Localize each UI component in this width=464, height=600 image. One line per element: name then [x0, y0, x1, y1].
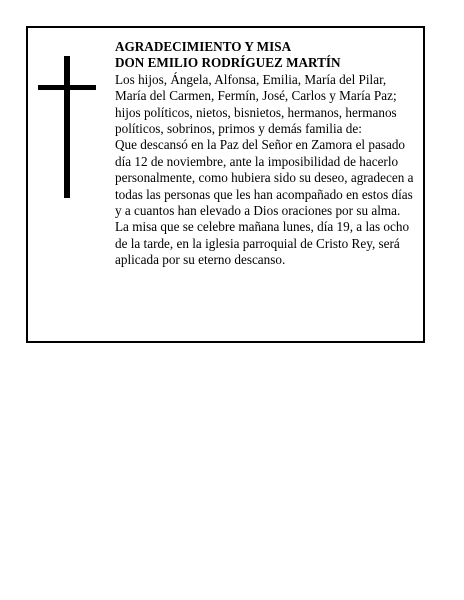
cross-horizontal-bar	[38, 85, 96, 90]
thanks-paragraph: Que descansó en la Paz del Señor en Zamora el pasado día 12 de noviembre, ante la imposibilidad de hacerlo personalmente, como hubiera sido su deseo, agradecen a todas las personas que les han acompañado en estos días y a cuantos han elevado a Dios oraciones por su alma.	[115, 137, 414, 219]
obituary-notice	[26, 26, 425, 343]
notice-heading-name: DON EMILIO RODRÍGUEZ MARTÍN	[115, 55, 341, 71]
cross-vertical-bar	[64, 56, 70, 198]
family-paragraph: Los hijos, Ángela, Alfonsa, Emilia, María del Pilar, María del Carmen, Fermín, José, Carlos y María Paz; hijos políticos, nietos, bisnietos, hermanos, hermanos políticos, sobrinos, primos y demás familia de:	[115, 71, 397, 137]
mass-paragraph: La misa que se celebre mañana lunes, día 19, a las ocho de la tarde, en la iglesia parroquial de Cristo Rey, será aplicada por su eterno descanso.	[115, 219, 410, 268]
notice-heading-title: AGRADECIMIENTO Y MISA	[115, 39, 292, 54]
cross-icon	[38, 56, 96, 198]
notice-text	[115, 39, 420, 269]
